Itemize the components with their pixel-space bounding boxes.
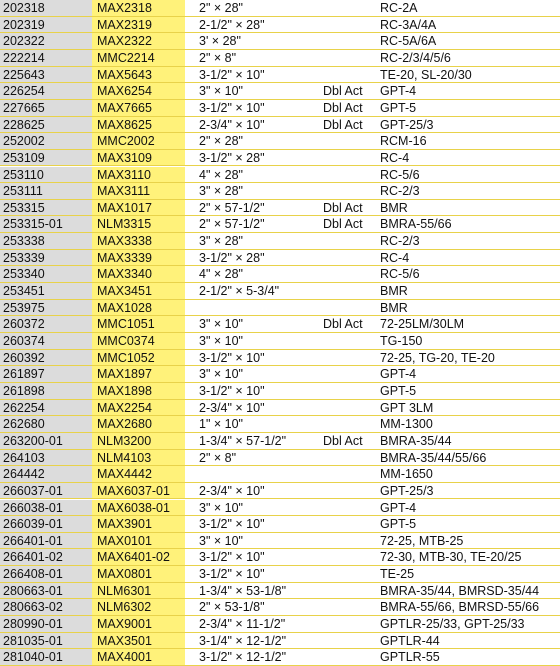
model-cell: NLM3200	[92, 433, 185, 449]
action-cell	[318, 416, 377, 432]
part-number-cell: 260392	[0, 350, 92, 366]
size-cell: 2" × 28"	[199, 1, 243, 15]
action-cell	[318, 233, 377, 249]
size-cell: 2-3/4" × 10"	[199, 483, 265, 498]
part-number-cell: 260372	[0, 316, 92, 332]
size-cell: 2-3/4" × 11-1/2"	[199, 617, 286, 632]
size-cell: 3-1/2" × 10"	[199, 567, 265, 582]
action-cell: Dbl Act	[323, 217, 363, 232]
size-cell: 3-1/2" × 10"	[199, 67, 265, 82]
part-number-cell: 226254	[0, 83, 92, 99]
action-cell	[318, 633, 377, 649]
size-cell: 1-3/4" × 53-1/8"	[199, 583, 287, 598]
table-row	[0, 83, 560, 100]
table-row	[0, 216, 560, 233]
part-number-cell: 252002	[0, 133, 92, 149]
action-cell	[318, 0, 377, 16]
size-cell	[185, 300, 318, 316]
model-cell: MAX4442	[92, 466, 185, 482]
application-cell: BMR	[380, 300, 408, 315]
application-cell: BMRA-35/44	[380, 433, 452, 448]
model-cell: MAX3111	[92, 183, 185, 199]
table-row	[0, 416, 560, 433]
model-cell: MMC2002	[92, 133, 185, 149]
table-row	[0, 483, 560, 500]
model-cell: MAX0101	[92, 533, 185, 549]
part-number-cell: 281040-01	[0, 649, 92, 665]
model-cell: MAX1028	[92, 300, 185, 316]
size-cell: 3" × 10"	[199, 317, 243, 332]
part-number-cell: 280663-02	[0, 599, 92, 615]
table-row	[0, 0, 560, 17]
action-cell	[318, 133, 377, 149]
table-row	[0, 250, 560, 267]
table-row	[0, 100, 560, 117]
action-cell	[318, 616, 377, 632]
action-cell: Dbl Act	[323, 200, 363, 215]
action-cell	[318, 266, 377, 282]
table-row	[0, 266, 560, 283]
table-row	[0, 133, 560, 150]
model-cell: NLM3315	[92, 216, 185, 232]
application-cell: GPTLR-25/33, GPT-25/33	[380, 617, 525, 632]
application-cell: 72-25, MTB-25	[380, 533, 464, 548]
table-row	[0, 167, 560, 184]
size-cell: 2" × 8"	[199, 450, 237, 465]
application-cell: MM-1300	[380, 417, 433, 432]
table-row	[0, 200, 560, 217]
action-cell	[318, 33, 377, 49]
table-row	[0, 633, 560, 650]
size-cell: 2-1/2" × 28"	[199, 17, 265, 32]
part-number-cell: 253340	[0, 266, 92, 282]
table-row	[0, 117, 560, 134]
model-cell: MAX1898	[92, 383, 185, 399]
model-cell: NLM6302	[92, 599, 185, 615]
table-row	[0, 350, 560, 367]
table-row	[0, 466, 560, 483]
size-cell: 4" × 28"	[199, 267, 243, 282]
model-cell: MAX6037-01	[92, 483, 185, 499]
table-row	[0, 366, 560, 383]
table-row	[0, 616, 560, 633]
part-number-cell: 253110	[0, 167, 92, 183]
table-row	[0, 549, 560, 566]
part-number-cell: 264103	[0, 450, 92, 466]
action-cell	[318, 17, 377, 33]
action-cell	[318, 466, 377, 482]
action-cell: Dbl Act	[323, 317, 363, 332]
size-cell: 3-1/2" × 10"	[199, 350, 265, 365]
application-cell: BMRA-35/44, BMRSD-35/44	[380, 583, 540, 598]
application-cell: GPTLR-55	[380, 650, 440, 665]
action-cell	[318, 366, 377, 382]
size-cell: 3" × 10"	[199, 533, 243, 548]
action-cell	[318, 167, 377, 183]
size-cell: 3-1/4" × 12-1/2"	[199, 633, 287, 648]
part-number-cell: 266408-01	[0, 566, 92, 582]
action-cell	[318, 183, 377, 199]
action-cell	[318, 533, 377, 549]
size-cell: 3" × 10"	[199, 84, 243, 99]
size-cell: 3-1/2" × 28"	[199, 150, 265, 165]
application-cell: RC-4	[380, 150, 410, 165]
application-cell: GPT-4	[380, 500, 417, 515]
model-cell: MAX7665	[92, 100, 185, 116]
application-cell: TG-150	[380, 334, 423, 348]
action-cell	[318, 583, 377, 599]
size-cell: 1-3/4" × 57-1/2"	[199, 433, 287, 448]
model-cell: MAX1897	[92, 366, 185, 382]
table-row	[0, 333, 560, 350]
application-cell: 72-25LM/30LM	[380, 317, 465, 332]
size-cell: 2-3/4" × 10"	[199, 400, 265, 415]
application-cell: RC-5A/6A	[380, 34, 437, 49]
part-number-cell: 262254	[0, 400, 92, 416]
action-cell	[318, 333, 377, 349]
model-cell: MAX2254	[92, 400, 185, 416]
application-cell: BMR	[380, 200, 408, 215]
application-cell: RC-2/3	[380, 234, 420, 249]
table-row	[0, 500, 560, 517]
size-cell: 4" × 28"	[199, 167, 243, 182]
model-cell: MAX3451	[92, 283, 185, 299]
action-cell	[318, 250, 377, 266]
part-number-cell: 227665	[0, 100, 92, 116]
size-cell: 2" × 57-1/2"	[199, 200, 265, 215]
action-cell	[318, 566, 377, 582]
action-cell	[318, 150, 377, 166]
application-cell: GPT-5	[380, 100, 417, 115]
part-number-cell: 202319	[0, 17, 92, 33]
part-number-cell: 261897	[0, 366, 92, 382]
model-cell: MMC2214	[92, 50, 185, 66]
application-cell: BMRA-35/44/55/66	[380, 450, 487, 465]
application-cell: 72-25, TG-20, TE-20	[380, 350, 495, 365]
table-row	[0, 233, 560, 250]
part-number-cell: 266037-01	[0, 483, 92, 499]
size-cell: 3" × 10"	[199, 500, 243, 515]
size-cell: 3-1/2" × 12-1/2"	[199, 650, 287, 665]
model-cell: MAX3110	[92, 167, 185, 183]
application-cell: TE-25	[380, 567, 415, 582]
size-cell: 1" × 10"	[199, 417, 243, 432]
application-cell: 72-30, MTB-30, TE-20/25	[380, 550, 522, 565]
application-cell: BMRA-55/66, BMRSD-55/66	[380, 600, 540, 615]
table-row	[0, 516, 560, 533]
model-cell: MAX4001	[92, 649, 185, 665]
model-cell: MAX3339	[92, 250, 185, 266]
part-number-cell: 266401-01	[0, 533, 92, 549]
action-cell	[318, 516, 377, 532]
part-number-cell: 253338	[0, 233, 92, 249]
size-cell: 3-1/2" × 28"	[199, 250, 265, 265]
action-cell	[318, 400, 377, 416]
table-row	[0, 583, 560, 600]
table-row	[0, 33, 560, 50]
table-row	[0, 316, 560, 333]
action-cell	[318, 350, 377, 366]
part-number-cell: 281035-01	[0, 633, 92, 649]
model-cell: MAX2318	[92, 0, 185, 16]
model-cell: MAX3340	[92, 266, 185, 282]
model-cell: MAX3901	[92, 516, 185, 532]
table-row	[0, 433, 560, 450]
model-cell: MMC1051	[92, 316, 185, 332]
action-cell	[318, 450, 377, 466]
size-cell: 3" × 10"	[199, 334, 243, 348]
model-cell: MAX6038-01	[92, 500, 185, 516]
part-number-cell: 280663-01	[0, 583, 92, 599]
model-cell: MAX5643	[92, 67, 185, 83]
action-cell: Dbl Act	[323, 100, 363, 115]
size-cell: 3" × 28"	[199, 234, 243, 249]
table-row	[0, 599, 560, 616]
size-cell: 3-1/2" × 10"	[199, 517, 265, 532]
size-cell: 3' × 28"	[199, 34, 241, 49]
table-row	[0, 17, 560, 34]
table-row	[0, 450, 560, 467]
model-cell: MMC0374	[92, 333, 185, 349]
part-number-cell: 263200-01	[0, 433, 92, 449]
model-cell: MAX2319	[92, 17, 185, 33]
table-row	[0, 283, 560, 300]
size-cell: 2" × 57-1/2"	[199, 217, 265, 232]
application-cell: GPT-4	[380, 367, 417, 382]
table-row	[0, 533, 560, 550]
table-row	[0, 183, 560, 200]
model-cell: MAX3109	[92, 150, 185, 166]
size-cell: 2-1/2" × 5-3/4"	[199, 284, 280, 299]
application-cell: GPT-25/3	[380, 117, 434, 132]
action-cell	[318, 549, 377, 565]
part-number-cell: 253451	[0, 283, 92, 299]
action-cell	[318, 500, 377, 516]
part-number-cell: 253339	[0, 250, 92, 266]
application-cell: RC-2A	[380, 1, 418, 15]
part-number-cell: 264442	[0, 466, 92, 482]
application-cell: RC-2/3/4/5/6	[380, 50, 451, 65]
model-cell: MAX2322	[92, 33, 185, 49]
model-cell: MAX9001	[92, 616, 185, 632]
application-cell: GPT 3LM	[380, 400, 434, 415]
model-cell: MAX3338	[92, 233, 185, 249]
application-cell: RC-5/6	[380, 267, 420, 282]
table-row	[0, 566, 560, 583]
model-cell: MAX1017	[92, 200, 185, 216]
model-cell: MAX2680	[92, 416, 185, 432]
application-cell: RC-3A/4A	[380, 17, 437, 32]
part-number-cell: 266039-01	[0, 516, 92, 532]
application-cell: GPT-4	[380, 84, 417, 99]
action-cell	[318, 483, 377, 499]
model-cell: MMC1052	[92, 350, 185, 366]
size-cell	[185, 466, 318, 482]
application-cell: RCM-16	[380, 134, 427, 149]
part-number-cell: 202322	[0, 33, 92, 49]
model-cell: MAX3501	[92, 633, 185, 649]
model-cell: MAX6254	[92, 83, 185, 99]
action-cell: Dbl Act	[323, 84, 363, 99]
size-cell: 3-1/2" × 10"	[199, 100, 265, 115]
part-number-cell: 228625	[0, 117, 92, 133]
model-cell: MAX0801	[92, 566, 185, 582]
action-cell	[318, 50, 377, 66]
table-row	[0, 383, 560, 400]
application-cell: GPT-5	[380, 517, 417, 532]
action-cell	[318, 649, 377, 665]
table-row	[0, 649, 560, 666]
application-cell: TE-20, SL-20/30	[380, 67, 472, 82]
part-number-cell: 280990-01	[0, 616, 92, 632]
action-cell	[318, 67, 377, 83]
action-cell: Dbl Act	[323, 117, 363, 132]
part-number-cell: 222214	[0, 50, 92, 66]
size-cell: 3" × 10"	[199, 367, 243, 382]
application-cell: MM-1650	[380, 467, 433, 482]
part-number-cell: 253111	[0, 183, 92, 199]
size-cell: 3" × 28"	[199, 184, 243, 199]
model-cell: NLM4103	[92, 450, 185, 466]
part-number-cell: 202318	[0, 0, 92, 16]
application-cell: RC-5/6	[380, 167, 420, 182]
part-number-cell: 253975	[0, 300, 92, 316]
application-cell: GPT-25/3	[380, 483, 434, 498]
application-cell: GPTLR-44	[380, 633, 440, 648]
table-row	[0, 150, 560, 167]
model-cell: MAX8625	[92, 117, 185, 133]
model-cell: NLM6301	[92, 583, 185, 599]
table-row	[0, 67, 560, 84]
application-cell: GPT-5	[380, 383, 417, 398]
action-cell	[318, 300, 377, 316]
action-cell	[318, 283, 377, 299]
model-cell: MAX6401-02	[92, 549, 185, 565]
size-cell: 2" × 8"	[199, 50, 237, 65]
action-cell	[318, 383, 377, 399]
table-row	[0, 400, 560, 417]
size-cell: 2" × 28"	[199, 134, 243, 149]
action-cell	[318, 599, 377, 615]
part-number-cell: 266038-01	[0, 500, 92, 516]
table-row	[0, 50, 560, 67]
application-cell: BMRA-55/66	[380, 217, 452, 232]
application-cell: RC-4	[380, 250, 410, 265]
size-cell: 2-3/4" × 10"	[199, 117, 265, 132]
part-number-cell: 225643	[0, 67, 92, 83]
application-cell: RC-2/3	[380, 184, 420, 199]
table-row	[0, 300, 560, 317]
application-cell: BMR	[380, 284, 408, 299]
action-cell: Dbl Act	[323, 433, 363, 448]
size-cell: 2" × 53-1/8"	[199, 600, 265, 615]
part-number-cell: 261898	[0, 383, 92, 399]
part-number-cell: 266401-02	[0, 549, 92, 565]
part-number-cell: 253315-01	[0, 216, 92, 232]
part-number-cell: 260374	[0, 333, 92, 349]
part-number-cell: 253315	[0, 200, 92, 216]
size-cell: 3-1/2" × 10"	[199, 550, 265, 565]
part-number-cell: 253109	[0, 150, 92, 166]
part-number-cell: 262680	[0, 416, 92, 432]
size-cell: 3-1/2" × 10"	[199, 383, 265, 398]
